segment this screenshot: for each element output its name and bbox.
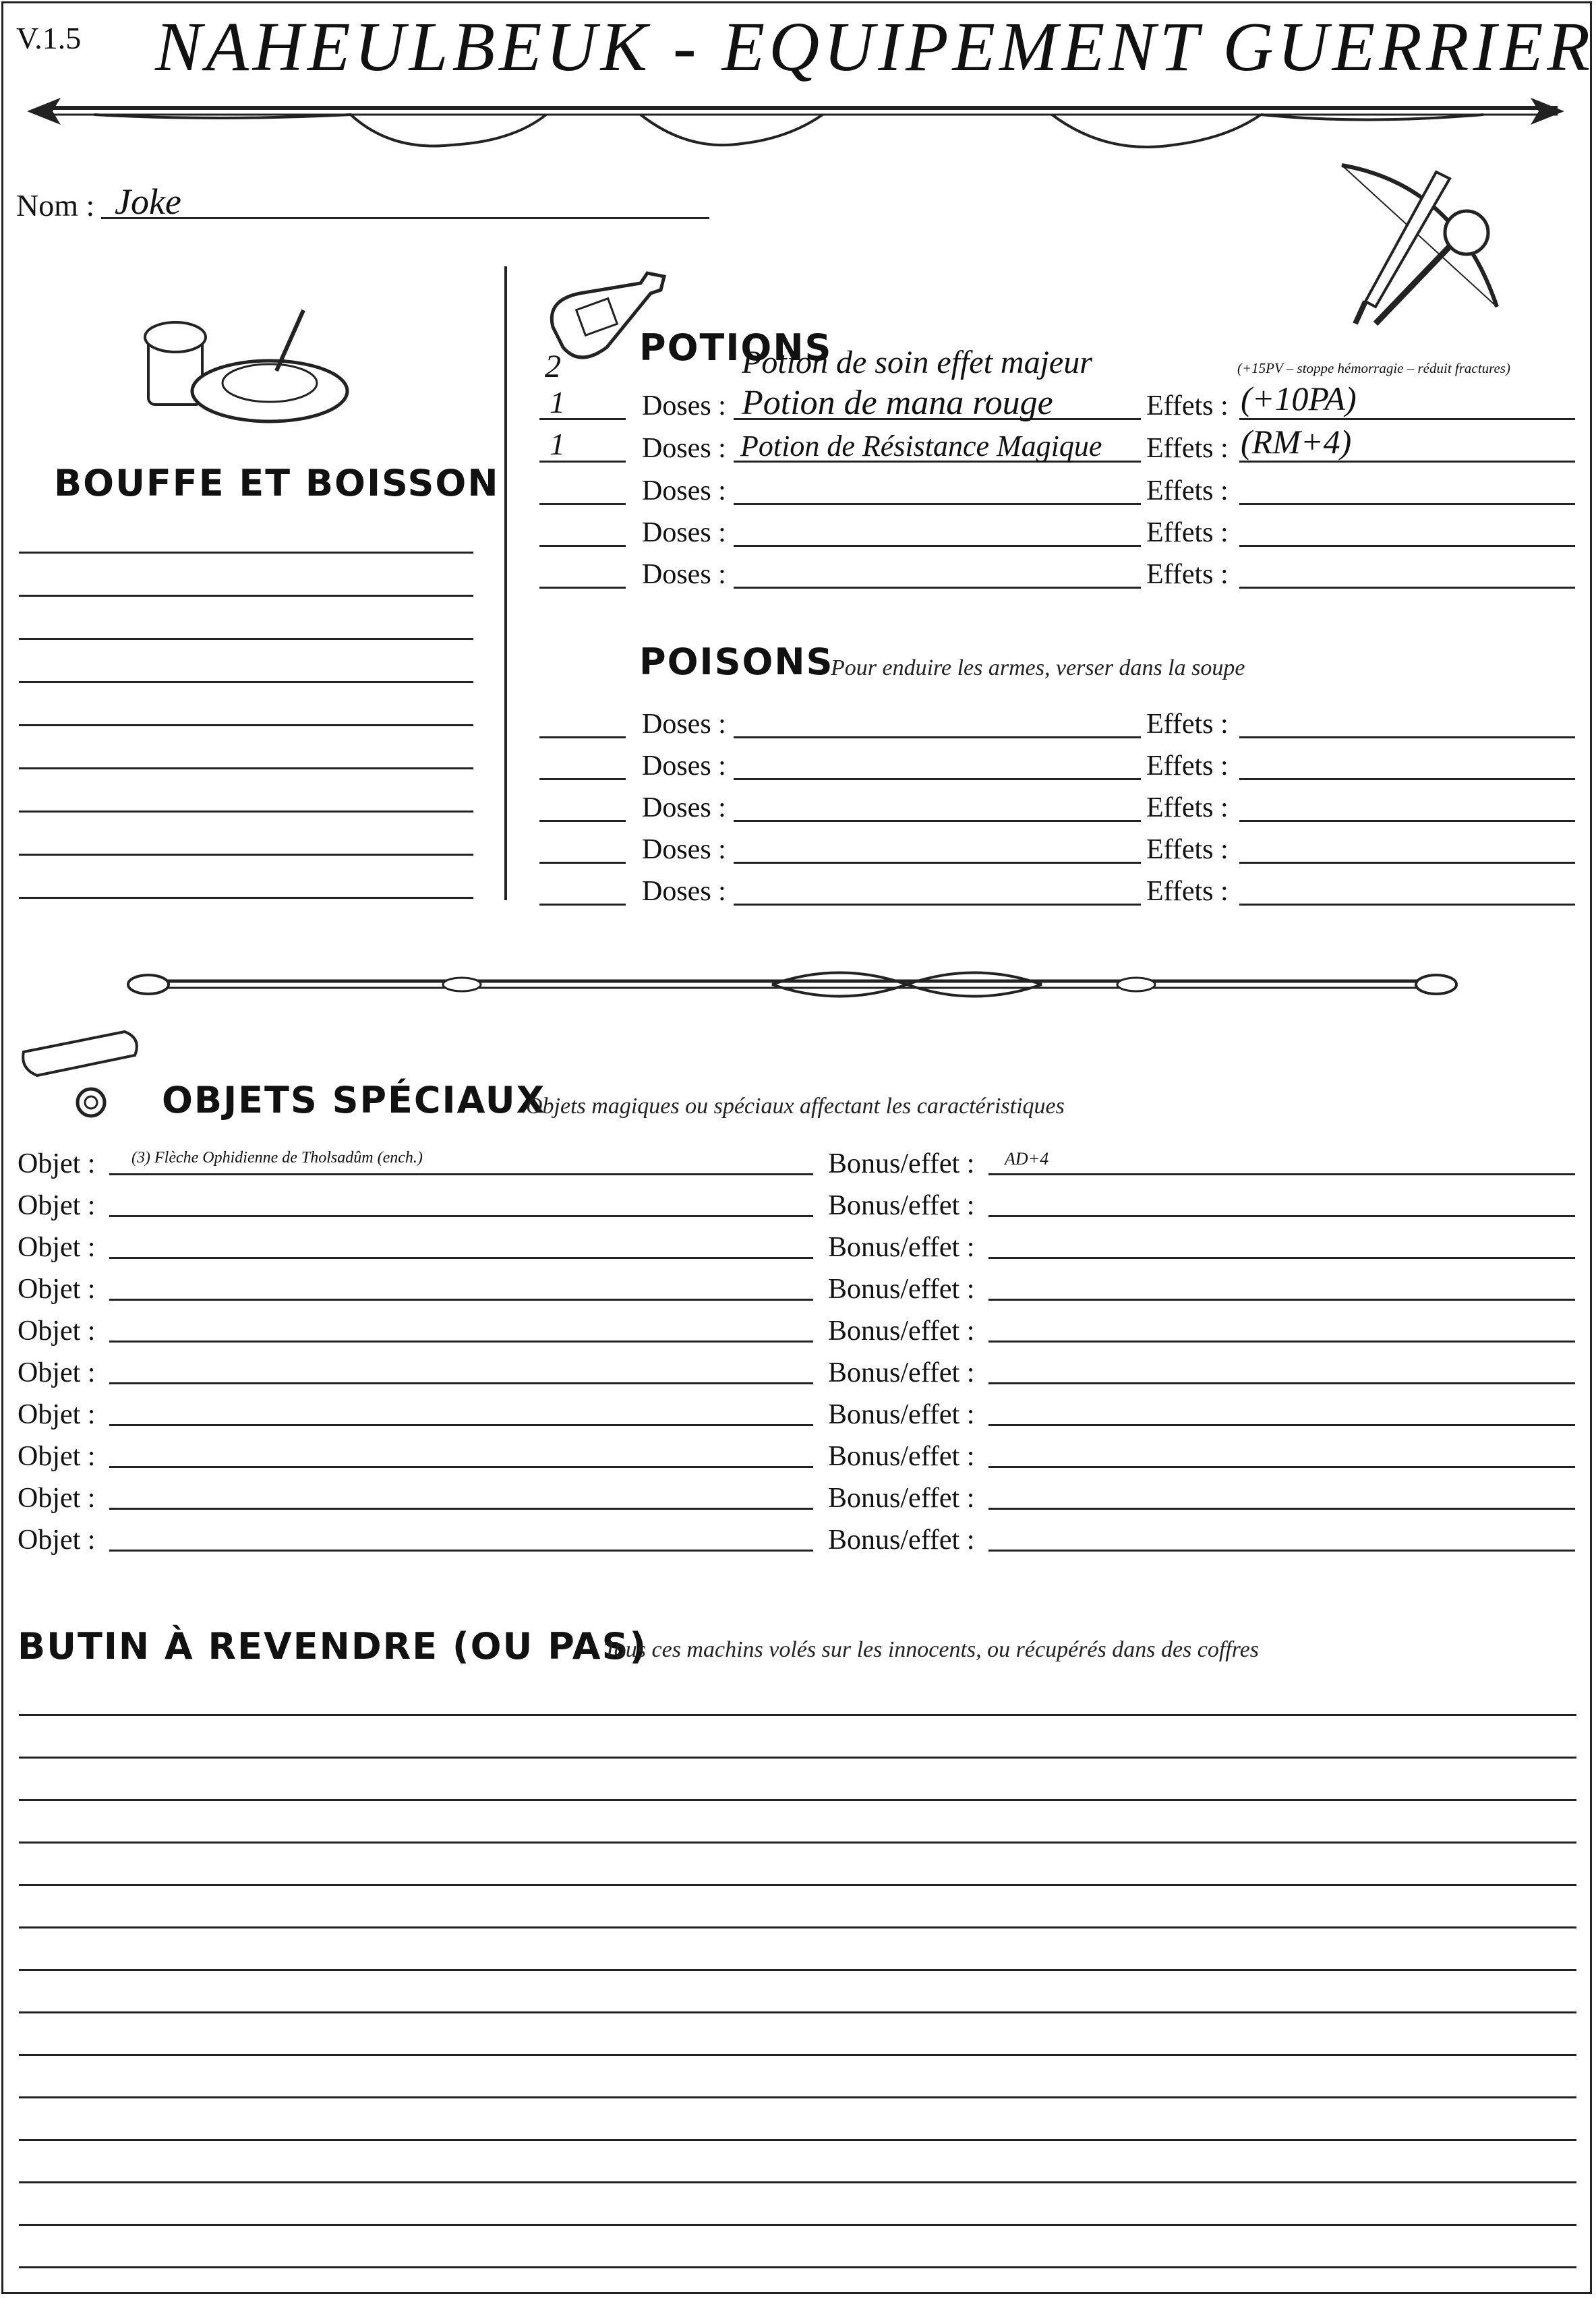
doses-label: Doses : (642, 390, 726, 421)
food-line[interactable] (19, 595, 473, 597)
bonus-label: Bonus/effet : (828, 1316, 975, 1347)
objet-line[interactable] (109, 1382, 813, 1384)
bonus-label: Bonus/effet : (828, 1274, 975, 1305)
doses-label: Doses : (642, 433, 726, 464)
objet-label: Objet : (18, 1232, 96, 1263)
effects-label: Effets : (1146, 709, 1229, 740)
weapons-icon (1335, 158, 1524, 334)
loot-line[interactable] (19, 2266, 1576, 2268)
food-title: BOUFFE ET BOISSON (54, 462, 500, 504)
doses-label: Doses : (642, 517, 726, 548)
loot-line[interactable] (19, 1714, 1576, 1716)
food-line[interactable] (19, 854, 473, 856)
objet-line[interactable] (109, 1508, 813, 1510)
loot-line[interactable] (19, 1926, 1576, 1928)
loot-line[interactable] (19, 2139, 1576, 2141)
bonus-line[interactable] (988, 1550, 1575, 1552)
objet-label: Objet : (18, 1316, 96, 1347)
food-line[interactable] (19, 724, 473, 726)
bonus-label: Bonus/effet : (828, 1441, 975, 1472)
doses-label: Doses : (642, 792, 726, 823)
loot-line[interactable] (19, 1969, 1576, 1971)
potion-qty[interactable]: 1 (550, 427, 565, 461)
doses-label: Doses : (642, 834, 726, 865)
doses-label: Doses : (642, 750, 726, 782)
bonus-label: Bonus/effet : (828, 1525, 975, 1556)
bonus-label: Bonus/effet : (828, 1399, 975, 1430)
food-line[interactable] (19, 681, 473, 683)
effects-label: Effets : (1146, 834, 1229, 865)
effects-label: Effets : (1146, 559, 1229, 590)
potion-name-line (734, 503, 1141, 505)
poison-effect-line (1239, 778, 1575, 780)
objet-label: Objet : (18, 1483, 96, 1514)
bonus-line[interactable] (988, 1299, 1575, 1301)
objet-value[interactable]: (3) Flèche Ophidienne de Tholsadûm (ench.) (131, 1149, 423, 1167)
food-icon (135, 297, 364, 432)
potion-name[interactable]: Potion de mana rouge (742, 384, 1053, 422)
bonus-label: Bonus/effet : (828, 1232, 975, 1263)
food-line[interactable] (19, 767, 473, 769)
objet-label: Objet : (18, 1274, 96, 1305)
loot-line[interactable] (19, 2181, 1576, 2183)
special-title: OBJETS SPÉCIAUX (162, 1079, 546, 1121)
effects-label: Effets : (1146, 390, 1229, 421)
food-line[interactable] (19, 638, 473, 640)
objet-line[interactable] (109, 1299, 813, 1301)
poison-name-line (734, 778, 1141, 780)
poison-effect-line (1239, 904, 1575, 906)
poison-name-line (734, 736, 1141, 738)
objet-label: Objet : (18, 1441, 96, 1472)
potion-effect[interactable]: (RM+4) (1241, 423, 1352, 461)
doses-label: Doses : (642, 876, 726, 907)
loot-subtitle: Tous ces machins volés sur les innocents, ou récupérés dans des coffres (603, 1637, 1260, 1662)
loot-line[interactable] (19, 1884, 1576, 1886)
potion-effect[interactable]: (+10PA) (1241, 380, 1357, 417)
potion-effect[interactable]: (+15PV – stoppe hémorragie – réduit fractures) (1237, 360, 1510, 376)
poison-effect-line (1239, 820, 1575, 822)
poison-qty-line (539, 862, 626, 864)
potion-qty[interactable]: 2 (545, 349, 561, 384)
food-line[interactable] (19, 552, 473, 554)
effects-label: Effets : (1146, 475, 1229, 506)
objet-line[interactable] (109, 1466, 813, 1468)
objet-label: Objet : (18, 1399, 96, 1430)
staff-divider-icon (125, 961, 1460, 1008)
loot-line[interactable] (19, 2224, 1576, 2226)
potions-title: POTIONS (639, 326, 833, 369)
objet-label: Objet : (18, 1357, 96, 1388)
loot-title: BUTIN À REVENDRE (OU PAS) (18, 1625, 648, 1668)
potion-qty-line (539, 545, 626, 547)
potion-name-line (734, 545, 1141, 547)
bonus-line (988, 1173, 1575, 1175)
effects-label: Effets : (1146, 876, 1229, 907)
poison-qty-line (539, 904, 626, 906)
effects-label: Effets : (1146, 433, 1229, 464)
bonus-value[interactable]: AD+4 (1005, 1149, 1049, 1169)
page-title: NAHEULBEUK - EQUIPEMENT GUERRIER (155, 8, 1595, 86)
potion-name[interactable]: Potion de soin effet majeur (742, 345, 1092, 380)
bonus-label: Bonus/effet : (828, 1357, 975, 1388)
loot-line[interactable] (19, 1757, 1576, 1759)
loot-line[interactable] (19, 2011, 1576, 2013)
doses-label: Doses : (642, 559, 726, 590)
objet-line[interactable] (109, 1215, 813, 1217)
food-line[interactable] (19, 811, 473, 813)
poison-effect-line (1239, 862, 1575, 864)
potion-effect-line (1239, 503, 1575, 505)
objet-line (109, 1173, 813, 1175)
poisons-subtitle: Pour enduire les armes, verser dans la soupe (831, 655, 1245, 680)
potion-qty-line (539, 503, 626, 505)
potion-name-line (734, 587, 1141, 589)
objet-line[interactable] (109, 1424, 813, 1426)
potion-name[interactable]: Potion de Résistance Magique (740, 430, 1102, 463)
poisons-title: POISONS (639, 641, 834, 683)
potion-qty-line (539, 587, 626, 589)
bonus-line[interactable] (988, 1340, 1575, 1343)
bonus-line[interactable] (988, 1215, 1575, 1217)
effects-label: Effets : (1146, 792, 1229, 823)
objet-line[interactable] (109, 1340, 813, 1343)
name-value[interactable]: Joke (115, 181, 181, 222)
objet-label: Objet : (18, 1148, 96, 1179)
potion-effect-line (1239, 587, 1575, 589)
objet-label: Objet : (18, 1190, 96, 1221)
spear-divider-icon (13, 84, 1578, 152)
scroll-ring-icon (17, 1025, 152, 1126)
bonus-label: Bonus/effet : (828, 1148, 975, 1179)
loot-line[interactable] (19, 2096, 1576, 2098)
version-label: V.1.5 (16, 21, 82, 55)
bonus-line[interactable] (988, 1508, 1575, 1510)
poison-name-line (734, 820, 1141, 822)
bonus-line[interactable] (988, 1257, 1575, 1259)
objet-line[interactable] (109, 1257, 813, 1259)
name-label: Nom : (16, 188, 95, 223)
bonus-label: Bonus/effet : (828, 1483, 975, 1514)
potion-effect-line (1239, 545, 1575, 547)
objet-label: Objet : (18, 1525, 96, 1556)
objet-line[interactable] (109, 1550, 813, 1552)
poison-name-line (734, 862, 1141, 864)
name-line (101, 217, 709, 219)
potion-effect-line (1239, 418, 1575, 420)
poison-name-line (734, 904, 1141, 906)
column-divider (504, 266, 507, 900)
loot-line[interactable] (19, 2054, 1576, 2056)
potion-qty[interactable]: 1 (550, 385, 565, 419)
doses-label: Doses : (642, 475, 726, 506)
bonus-line[interactable] (988, 1424, 1575, 1426)
food-line[interactable] (19, 897, 473, 899)
bonus-line[interactable] (988, 1466, 1575, 1468)
poison-qty-line (539, 820, 626, 822)
poison-effect-line (1239, 736, 1575, 738)
effects-label: Effets : (1146, 517, 1229, 548)
poison-qty-line (539, 778, 626, 780)
loot-line[interactable] (19, 1842, 1576, 1844)
bonus-label: Bonus/effet : (828, 1190, 975, 1221)
bonus-line[interactable] (988, 1382, 1575, 1384)
doses-label: Doses : (642, 709, 726, 740)
poison-qty-line (539, 736, 626, 738)
loot-line[interactable] (19, 1799, 1576, 1801)
effects-label: Effets : (1146, 750, 1229, 782)
special-subtitle: Objets magiques ou spéciaux affectant les caractéristiques (526, 1094, 1065, 1119)
